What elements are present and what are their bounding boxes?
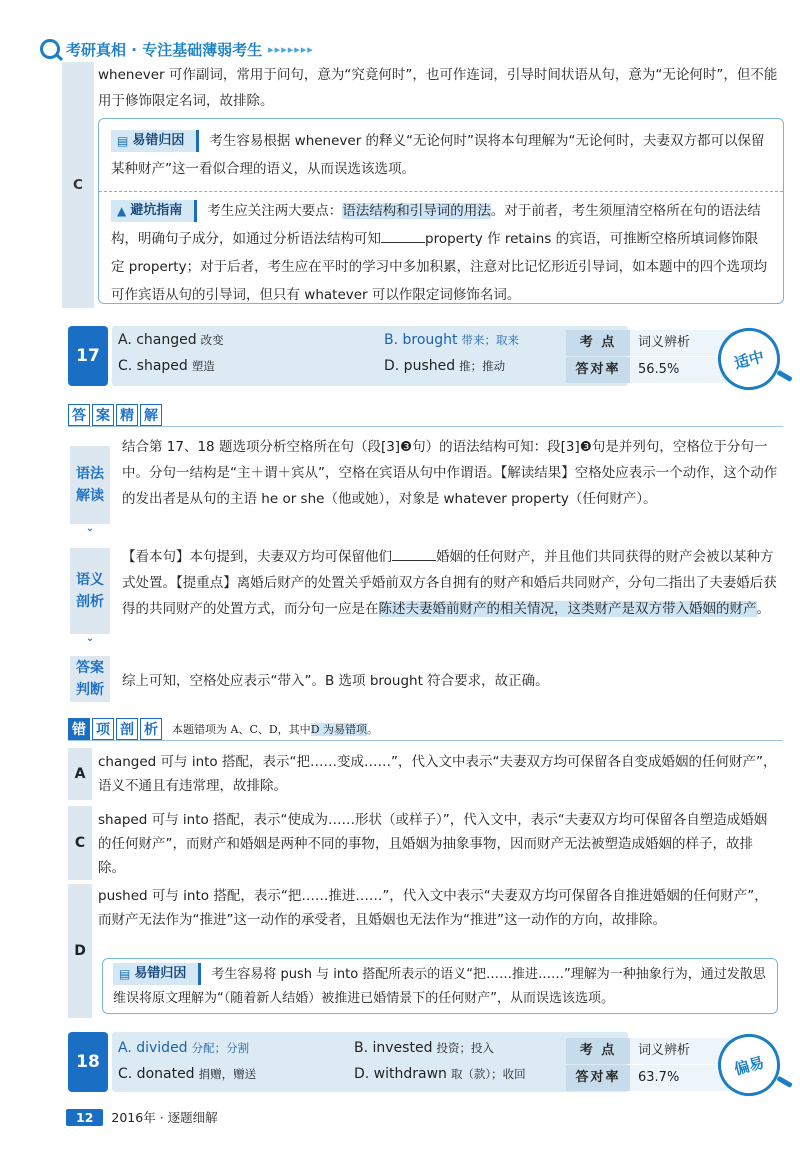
option-d-explanation: pushed 可与 into 搭配，表示“把……推进……”，代入文中表示“夫妻双方均可保留各自推进婚姻的任何财产”，而财产无法作为“推进”这一动作的承受者，且婚姻也无法作为“推进”这一动作的方向，故排除。	[98, 888, 768, 928]
answer-analysis-header	[68, 404, 162, 426]
pitfall-guide-tag: ▲ 避坑指南	[111, 200, 197, 222]
pitfall-guide-paragraph: ▲ 避坑指南 考生应关注两大要点：语法结构和引导词的用法。对于前者，考生须厘清空格所在句的语法结构，明确句子成分，如通过分析语法结构可知 property 作 retains 的宾语，可推断空格所填词修饰限定 property；对于后者，考生应在平时的学习中多加积累，注意对比记忆形近引导词，如本题中的四个选项均可作宾语从句的引导词，但只有 whatever 可以作限定词修饰名词。	[111, 197, 771, 309]
option-d: D. withdrawn 取（款）；收回	[354, 1066, 526, 1082]
blank	[392, 547, 436, 561]
error-cause-text: 考生容易根据 whenever 的释义“无论何时”误将本句理解为“无论何时，夫妻双方都可以保留某种财产”这一看似合理的语义，从而误选该选项。	[111, 133, 765, 177]
page-footer	[66, 1108, 218, 1126]
option-letter: A	[68, 748, 92, 800]
header-char: 精	[116, 404, 138, 426]
option-c: C. shaped 塑造	[118, 358, 215, 374]
page-header	[40, 38, 314, 60]
grammar-label: 语法 解读 ⌄	[70, 446, 110, 524]
chevron-down-icon: ⌄	[85, 523, 95, 534]
divider	[99, 191, 783, 192]
grammar-text: 结合第 17、18 题选项分析空格所在句（段[3]❸句）的语法结构可知：段[3]❸句是并列句，空格位于分句一中。分句一结构是“主＋谓＋宾从”，空格在宾语从句中作谓语。【解读结果】空格处应表示一个动作，这个动作的发出者是从句的主语 he or she（他或她），对象是 whatever property（任何财产）。	[122, 439, 778, 507]
warning-icon: ▲	[117, 204, 127, 218]
difficulty-badge: 偏易	[711, 1027, 787, 1103]
magnifier-logo-icon	[40, 39, 60, 59]
option-b-correct: B. brought 带来；取来	[384, 332, 520, 348]
option-letter: C	[68, 806, 92, 880]
header-title: 考研真相 · 专注基础薄弱考生	[66, 40, 263, 59]
section-underline	[68, 740, 783, 741]
question-number: 17	[68, 326, 108, 386]
error-cause-text: 考生容易将 push 与 into 搭配所表示的语义“把……推进……”理解为一种抽象行为，通过发散思维误将原文理解为“（随着新人结婚）被推进已婚情景下的任何财产”，从而误选该选项。	[113, 967, 766, 1006]
test-point-value: 词义辨析	[630, 330, 736, 356]
chevron-down-icon: ⌄	[85, 633, 95, 644]
answer-judgment-row	[68, 656, 783, 706]
accuracy-label: 答对率	[566, 1065, 630, 1091]
section-underline	[68, 426, 783, 427]
accuracy-value: 63.7%	[630, 1065, 736, 1091]
test-point-value: 词义辨析	[630, 1038, 736, 1064]
header-char: 错	[68, 718, 90, 740]
wrong-options-note: 本题错项为 A、C、D，其中D 为易错项。	[172, 723, 379, 736]
judgment-text: 综上可知，空格处应表示“带入”。B 选项 brought 符合要求，故正确。	[122, 673, 549, 689]
semantic-label: 语义 剖析 ⌄	[70, 548, 110, 634]
question-meta	[566, 326, 736, 386]
question-options	[112, 326, 628, 386]
difficulty-badge: 适中	[711, 321, 787, 397]
option-b: B. invested 投资；投入	[354, 1040, 494, 1056]
option-c: C. donated 捐赠，赠送	[118, 1066, 257, 1082]
error-cause-tag: ▤ 易错归因	[113, 963, 201, 985]
test-point-label: 考 点	[566, 330, 630, 356]
option-letter: D	[68, 884, 92, 1018]
question-options	[112, 1032, 628, 1092]
blank	[381, 229, 425, 243]
grammar-analysis-row	[68, 434, 783, 538]
header-char: 解	[140, 404, 162, 426]
option-letter: C	[62, 62, 94, 308]
page-number: 12	[66, 1109, 103, 1126]
judgment-label: 答案 判断	[70, 656, 110, 702]
header-char: 析	[140, 718, 162, 740]
option-d: D. pushed 推；推动	[384, 358, 506, 374]
question-number: 18	[68, 1032, 108, 1092]
semantic-analysis-row	[68, 544, 783, 650]
tip-box	[98, 118, 784, 304]
option-c-explanation: shaped 可与 into 搭配，表示“使成为……形状（或样子）”，代入文中，表示“夫妻双方均可保留各自塑造成婚姻的任何财产”，而财产和婚姻是两种不同的事物，且婚姻为抽象事物，因而财产无法被塑造成婚姻的样子，故排除。	[98, 812, 768, 876]
semantic-text: 【看本句】本句提到，夫妻双方均可保留他们 婚姻的任何财产，并且他们共同获得的财产会被以某种方式处置。【提重点】离婚后财产的处置关乎婚前双方各自拥有的财产和婚后共同财产，分句二指出了夫妻婚后获得的共同财产的处置方式，而分句一应是在陈述夫妻婚前财产的相关情况，这类财产是双方带入婚姻的财产。	[122, 549, 777, 617]
chart-icon: ▤	[119, 967, 131, 981]
highlight: 语法结构和引导词的用法	[342, 203, 491, 219]
wrong-option-a	[68, 748, 783, 800]
accuracy-label: 答对率	[566, 357, 630, 383]
accuracy-value: 56.5%	[630, 357, 736, 383]
test-point-label: 考 点	[566, 1038, 630, 1064]
wrong-options-header	[68, 718, 378, 740]
header-char: 答	[68, 404, 90, 426]
footer-text: 2016年 · 逐题细解	[111, 1110, 218, 1125]
option-a: A. changed 改变	[118, 332, 224, 348]
wrong-option-c	[68, 806, 783, 880]
wrong-option-d	[68, 884, 783, 1022]
header-arrows: ▸▸▸▸▸▸▸	[268, 42, 314, 56]
error-cause-paragraph	[111, 127, 771, 183]
header-char: 案	[92, 404, 114, 426]
question-meta	[566, 1032, 736, 1092]
option-a-explanation: changed 可与 into 搭配，表示“把……变成……”，代入文中表示“夫妻双方均可保留各自变成婚姻的任何财产”，语义不通且有违常理，故排除。	[98, 754, 777, 794]
option-c-text: whenever 可作副词，常用于问句，意为“究竟何时”，也可作连词，引导时间状语从句，意为“无论何时”，但不能用于修饰限定名词，故排除。	[98, 67, 778, 109]
question-18-row	[68, 1032, 783, 1092]
tip-box	[102, 958, 778, 1014]
header-char: 剖	[116, 718, 138, 740]
option-c-analysis	[62, 62, 782, 308]
highlight: 陈述夫妻婚前财产的相关情况，这类财产是双方带入婚姻的财产	[378, 601, 757, 617]
header-char: 项	[92, 718, 114, 740]
chart-icon: ▤	[117, 134, 129, 148]
question-17-row	[68, 326, 783, 386]
option-a-correct: A. divided 分配；分割	[118, 1040, 250, 1056]
error-cause-tag: ▤ 易错归因	[111, 130, 199, 152]
